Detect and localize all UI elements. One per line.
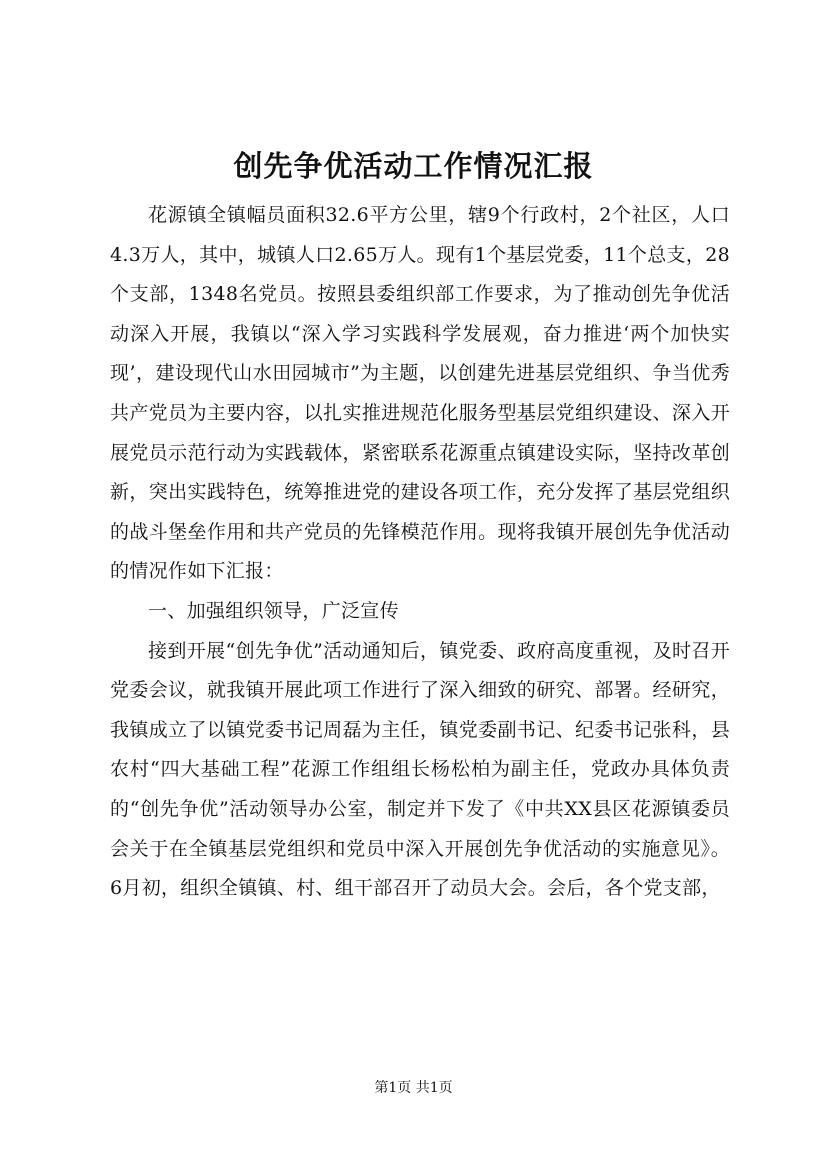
document-body — [110, 196, 730, 909]
section-heading: 一、加强组织领导，广泛宣传 — [148, 599, 399, 622]
paragraph-intro: 花源镇全镇幅员面积32.6平方公里，辖9个行政村，2个社区，人口4.3万人，其中，城镇人口2.65万人。现有1个基层党委，11个总支，28个支部，1348名党员。按照县委组织部工作要求，为了推动创先争优活动深入开展，我镇以“深入学习实践科学发展观，奋力推进‘两个加快实现’，建设现代山水田园城市”为主题，以创建先进基层党组织、争当优秀共产党员为主要内容，以扎实推进规范化服务型基层党组织建设、深入开展党员示范行动为实践载体，紧密联系花源重点镇建设实际，坚持改革创新，突出实践特色，统筹推进党的建设各项工作，充分发挥了基层党组织的战斗堡垒作用和共产党员的先锋模范作用。现将我镇开展创先争优活动的情况作如下汇报： — [110, 204, 730, 583]
document-title: 创先争优活动工作情况汇报 — [233, 149, 594, 183]
paragraph-organization: 接到开展“创先争优”活动通知后，镇党委、政府高度重视，及时召开党委会议，就我镇开展此项工作进行了深入细致的研究、部署。经研究，我镇成立了以镇党委书记周磊为主任，镇党委副书记、纪委书记张科，县农村“四大基础工程”花源工作组组长杨松柏为副主任，党政办具体负责的“创先争优”活动领导办公室，制定并下发了《中共XX县区花源镇委员会关于在全镇基层党组织和党员中深入开展创先争优活动的实施意见》。6月初，组织全镇镇、村、组干部召开了动员大会。会后，各个党支部， — [110, 639, 730, 900]
page-footer: 第1页 共1页 — [374, 1080, 453, 1096]
